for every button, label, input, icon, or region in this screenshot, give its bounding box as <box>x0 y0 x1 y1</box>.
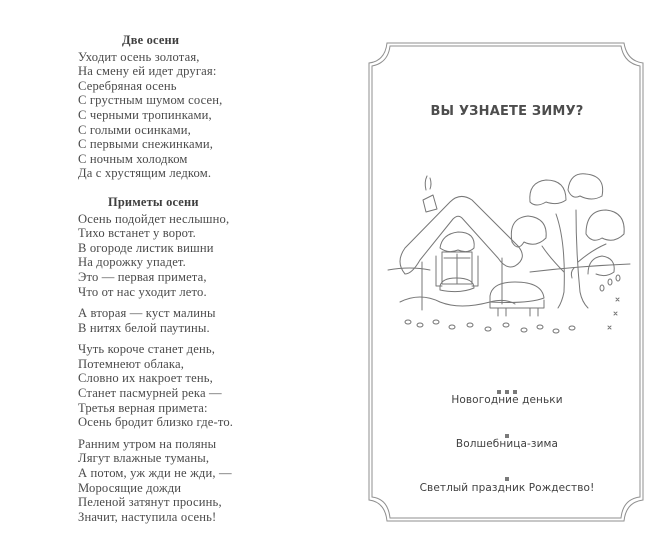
poem-line: На смену ей идет другая: <box>78 64 217 79</box>
poem-line: Потемнеют облака, <box>78 356 184 371</box>
winter-house-illustration <box>380 162 640 342</box>
poem-line: Серебряная осень <box>78 78 177 93</box>
poem-line: Моросящие дожди <box>78 480 182 495</box>
poem-line: А вторая — куст малины <box>78 306 216 321</box>
poem-line: А потом, уж жди не жди, — <box>78 466 232 481</box>
page-title: ВЫ УЗНАЕТЕ ЗИМУ? <box>430 104 584 119</box>
square-bullet-icon <box>505 477 509 481</box>
poem-line: С черными тропинками, <box>78 107 212 122</box>
poem-line: Значит, наступила осень! <box>78 509 217 524</box>
item-christmas: Светлый праздник Рождество! <box>419 482 595 494</box>
poem-line: Это — первая примета, <box>78 269 207 284</box>
poem-line: Станет пасмурней река — <box>78 386 222 401</box>
poem-line: Да с хрустящим ледком. <box>78 166 212 181</box>
item-new-year-days: Новогодние деньки <box>451 394 563 406</box>
poem-line: В огороде листик вишни <box>78 240 214 255</box>
poem-line: Словно их накроет тень, <box>78 371 213 386</box>
poem-line: Лягут влажные туманы, <box>78 451 210 466</box>
poem-line: Осень бродит близко где-то. <box>78 415 234 430</box>
right-page <box>372 44 642 520</box>
poem-line: С грустным шумом сосен, <box>78 93 223 108</box>
poem-line: На дорожку упадет. <box>78 255 186 270</box>
poem-line: С ночным холодком <box>78 151 188 166</box>
poem-line: Тихо встанет у ворот. <box>78 226 196 241</box>
poem-line: Третья верная примета: <box>78 400 208 415</box>
poem-line: С голыми осинками, <box>78 122 191 137</box>
item-sorceress-winter: Волшебница-зима <box>455 438 559 450</box>
poem-line: Ранним утром на поляны <box>78 436 217 451</box>
poem-line: Что от нас уходит лето. <box>78 284 207 299</box>
poem-line: В нитях белой паутины. <box>78 320 210 335</box>
poem-title: Две осени <box>122 33 180 47</box>
poem-line: С первыми снежинками, <box>78 137 214 152</box>
poem-line: Пеленой затянут просинь, <box>78 495 222 510</box>
poem-title: Приметы осени <box>108 194 199 209</box>
poem-line: Чуть короче станет день, <box>78 342 216 357</box>
poem-line: Уходит осень золотая, <box>78 49 200 64</box>
poem-line: Осень подойдет неслышно, <box>78 211 230 226</box>
